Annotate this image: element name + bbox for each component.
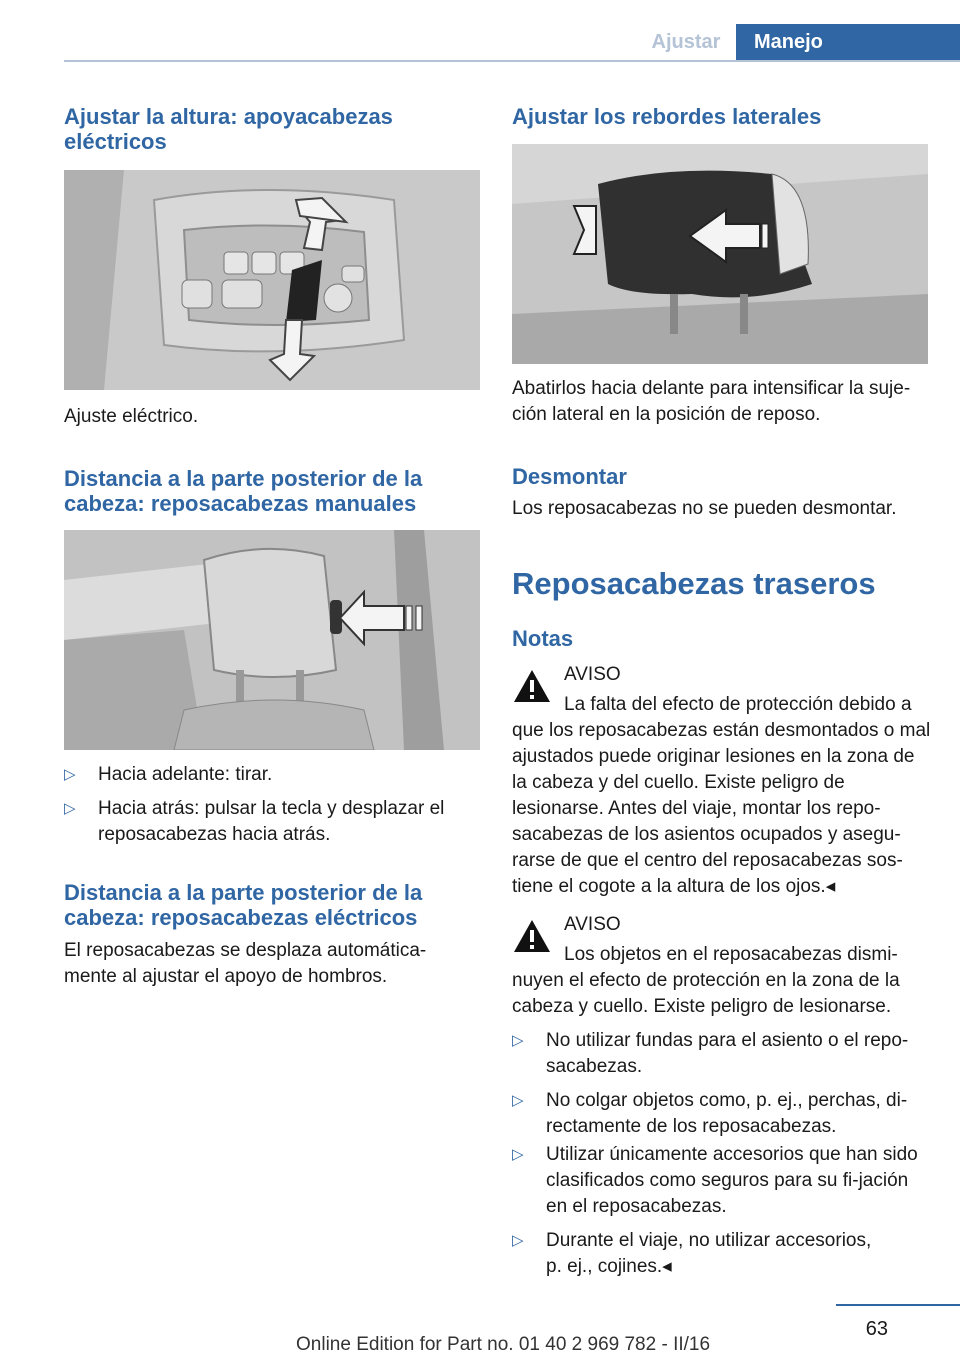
bullet-text: No utilizar fundas para el asiento o el repo-sacabezas.: [546, 1030, 909, 1077]
page-number: 63: [865, 1318, 888, 1340]
bullet-text: Hacia adelante: tirar.: [98, 764, 273, 785]
edition-note: Online Edition for Part no. 01 40 2 969 782 - II/16: [296, 1334, 711, 1355]
header-rule: [64, 60, 960, 62]
heading-notas: Notas: [512, 626, 574, 651]
headrest-wings-illustration: [512, 144, 928, 364]
warning-title: AVISO: [564, 914, 621, 935]
heading-altura-electricos: Ajustar la altura: apoyacabezas eléctricos: [64, 104, 393, 154]
bullet-warning-1: [512, 1028, 932, 1084]
footer-rule: [836, 1304, 960, 1306]
bullet-triangle-icon: ▷: [512, 1232, 524, 1249]
bullet-triangle-icon: ▷: [512, 1092, 524, 1109]
figure-headrest-manual: [64, 530, 480, 750]
seat-controls-illustration: [64, 170, 480, 390]
figure-seat-controls: [64, 170, 480, 390]
paragraph-rebordes: Abatirlos hacia delante para intensificar la suje-ción lateral en la posición de reposo.: [512, 378, 911, 425]
header-section-tab[interactable]: Ajustar: [651, 31, 721, 53]
warning-text-1: La falta del efecto de protección debido a que los reposacabezas están desmontados o mal ajustados puede originar lesiones en la zona de la cabeza y del cuello. Existe peligro de lesionarse. Antes del viaje, montar los repo-sacabezas de los asientos ocupados y asegu-rarse de que el centro del reposacabezas sos-tiene el cogote a la altura de los ojos.◂: [512, 694, 931, 897]
heading-distancia-manuales: Distancia a la parte posterior de la cabeza: reposacabezas manuales: [64, 466, 423, 516]
header-chapter-tab[interactable]: Manejo: [736, 24, 960, 60]
bullet-triangle-icon: ▷: [64, 800, 76, 817]
heading-distancia-electricos: Distancia a la parte posterior de la cabeza: reposacabezas eléctricos: [64, 880, 423, 930]
bullet-warning-3: [512, 1142, 932, 1226]
warning-title: AVISO: [564, 664, 621, 685]
bullet-triangle-icon: ▷: [512, 1032, 524, 1049]
heading-rebordes-laterales: Ajustar los rebordes laterales: [512, 104, 822, 129]
bullet-manual-2: [64, 796, 480, 852]
paragraph-electrico: El reposacabezas se desplaza automática-mente al ajustar el apoyo de hombros.: [64, 940, 427, 987]
bullet-warning-4: [512, 1228, 932, 1284]
figure-caption-ajuste: Ajuste eléctrico.: [64, 406, 199, 427]
bullet-manual-1: [64, 762, 480, 792]
paragraph-desmontar: Los reposacabezas no se pueden desmontar.: [512, 498, 897, 519]
heading-reposacabezas-traseros: Reposacabezas traseros: [512, 566, 876, 601]
bullet-text: No colgar objetos como, p. ej., perchas, di-rectamente de los reposacabezas.: [546, 1090, 908, 1137]
warning-text-2: Los objetos en el reposacabezas dismi-nuyen el efecto de protección en la zona de la cabeza y cuello. Existe peligro de lesionarse.: [512, 944, 900, 1017]
bullet-text: Hacia atrás: pulsar la tecla y desplazar el reposacabezas hacia atrás.: [98, 798, 445, 845]
bullet-triangle-icon: ▷: [512, 1146, 524, 1163]
bullet-warning-2: [512, 1088, 932, 1144]
bullet-triangle-icon: ▷: [64, 766, 76, 783]
bullet-text: Durante el viaje, no utilizar accesorios, p. ej., cojines.◂: [546, 1230, 872, 1277]
figure-headrest-wings: [512, 144, 928, 364]
bullet-text: Utilizar únicamente accesorios que han sido clasificados como seguros para su fi-jación en el reposacabezas.: [546, 1144, 918, 1217]
heading-desmontar: Desmontar: [512, 464, 627, 489]
headrest-manual-illustration: [64, 530, 480, 750]
